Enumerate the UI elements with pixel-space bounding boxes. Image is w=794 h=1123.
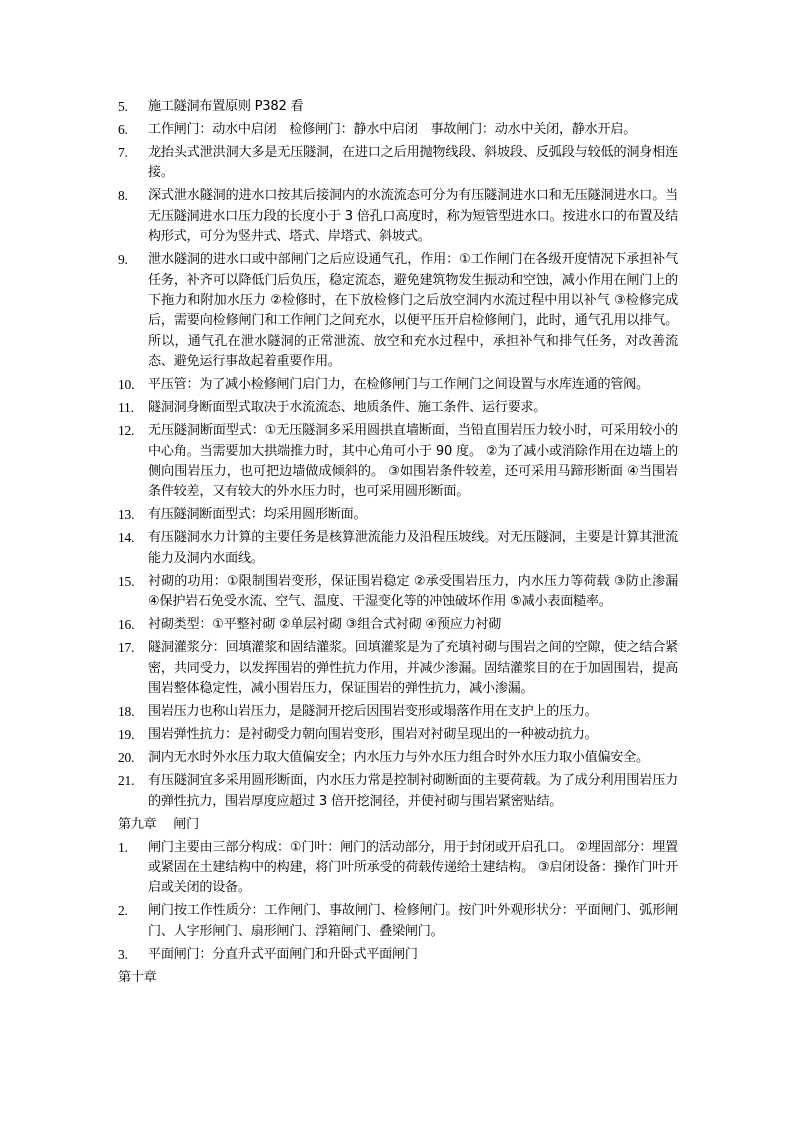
item-text: 隧洞灌浆分：回填灌浆和固结灌浆。回填灌浆是为了充填衬砌与围岩之间的空隙，使之结合紧密，共同受力，以发挥围岩的弹性抗力作用，并减少渗漏。固结灌浆目的在于加固围岩，提高围岩整体稳定性，减小围岩压力，保证围岩的弹性抗力，减小渗漏。 <box>148 640 678 697</box>
item-text: 无压隧洞断面型式：①无压隧洞多采用圆拱直墙断面，当铅直围岩压力较小时，可采用较小的中心角。当需要加大拱端推力时，其中心角可小于 90 度。 ②为了减小或消除作用在边墙上的侧向围岩压力，也可把边墙做成倾斜的。 ③如围岩条件较差，还可采用马蹄形断面 ④当围岩条件较差，又有较大的外水压力时，也可采用圆形断面。 <box>148 423 678 500</box>
item-number: 5. <box>118 99 128 114</box>
item-text: 围岩压力也称山岩压力，是隧洞开挖后因围岩变形或塌落作用在支护上的压力。 <box>148 704 598 720</box>
item-text: 平压管：为了减小检修闸门启门力，在检修闸门与工作闸门之间设置与水库连通的管阀。 <box>148 377 649 393</box>
list-item <box>118 945 678 965</box>
list-item <box>118 838 678 899</box>
item-number: 20. <box>118 750 135 766</box>
item-text: 围岩弹性抗力：是衬砌受力朝向围岩变形，围岩对衬砌呈现出的一种被动抗力。 <box>148 727 598 743</box>
list-item <box>118 572 678 613</box>
list-item <box>118 505 678 525</box>
item-number: 1. <box>118 839 128 855</box>
item-text: 泄水隧洞的进水口或中部闸门之后应设通气孔，作用：①工作闸门在各级开度情况下承担补气任务，补齐可以降低门后负压，稳定流态，避免建筑物发生振动和空蚀，减小作用在闸门上的下拖力和附加水压力 ②检修时，在下放检修门之后放空洞内水流过程中用以补气 ③检修完成后，需要向检修闸门和工作闸门之间充水，以便平压开启检修闸门，此时，通气孔用以排气。所以，通气孔在泄水隧洞的正常泄流、放空和充水过程中，承担补气和排气任务，对改善流态、避免运行事故起着重要作用。 <box>148 252 678 370</box>
item-text: 有压隧洞断面型式：均采用圆形断面。 <box>148 507 367 523</box>
item-number: 7. <box>118 145 128 160</box>
list-item <box>118 97 678 117</box>
item-number: 6. <box>118 122 128 137</box>
list-item <box>118 771 678 812</box>
item-text: 闸门按工作性质分：工作闸门、事故闸门、检修闸门。按门叶外观形状分：平面闸门、弧形闸门、人字形闸门、扇形闸门、浮箱闸门、叠梁闸门。 <box>148 903 678 939</box>
list-item <box>118 638 678 699</box>
item-number: 19. <box>118 727 135 743</box>
numbered-list-gates <box>118 838 678 966</box>
list-item <box>118 250 678 372</box>
list-item <box>118 725 678 745</box>
item-number: 3. <box>118 946 128 962</box>
item-number: 2. <box>118 903 128 919</box>
item-number: 21. <box>118 773 135 789</box>
document-body <box>118 97 678 991</box>
item-text: 工作闸门：动水中启闭 检修闸门：静水中启闭 事故闸门：动水中关闭，静水开启。 <box>148 122 637 137</box>
item-text: 闸门主要由三部分构成：①门叶：闸门的活动部分，用于封闭或开启孔口。 ②埋固部分：埋置或紧固在土建结构中的构建，将门叶所承受的荷载传递给土建结构。 ③启闭设备：操作门叶开启或关闭的设备。 <box>148 839 678 896</box>
item-text: 施工隧洞布置原则 P382 看 <box>148 99 304 114</box>
item-number: 9. <box>118 252 128 268</box>
list-item <box>118 398 678 418</box>
item-text: 洞内无水时外水压力取大值偏安全；内水压力与外水压力组合时外水压力取小值偏安全。 <box>148 750 649 766</box>
list-item <box>118 186 678 247</box>
list-item <box>118 375 678 395</box>
item-text: 有压隧洞宜多采用圆形断面，内水压力常是控制衬砌断面的主要荷载。为了成分利用围岩压力的弹性抗力，围岩厚度应超过 3 倍开挖洞径，并使衬砌与围岩紧密贴结。 <box>148 773 678 809</box>
list-item <box>118 120 678 140</box>
list-item <box>118 702 678 722</box>
item-text: 隧洞洞身断面型式取决于水流流态、地质条件、施工条件、运行要求。 <box>148 400 547 416</box>
item-number: 18. <box>118 704 135 720</box>
item-text: 衬砌类型：①平整衬砌 ②单层衬砌 ③组合式衬砌 ④预应力衬砌 <box>148 617 502 633</box>
item-text: 有压隧洞水力计算的主要任务是核算泄流能力及沿程压坡线。对无压隧洞，主要是计算其泄流能力及洞内水面线。 <box>148 530 678 566</box>
item-number: 14. <box>118 530 135 546</box>
list-item <box>118 615 678 635</box>
numbered-list-tunnels <box>118 97 678 812</box>
item-text: 龙抬头式泄洪洞大多是无压隧洞，在进口之后用抛物线段、斜坡段、反弧段与较低的洞身相连接。 <box>148 145 678 181</box>
list-item <box>118 143 678 184</box>
item-number: 17. <box>118 640 135 656</box>
item-text: 衬砌的功用：①限制围岩变形，保证围岩稳定 ②承受围岩压力，内水压力等荷载 ③防止渗漏 ④保护岩石免受水流、空气、温度、干湿变化等的冲蚀破坏作用 ⑤减小表面糙率。 <box>148 573 678 610</box>
item-number: 8. <box>118 188 128 204</box>
item-number: 11. <box>118 400 134 416</box>
item-number: 16. <box>118 617 135 633</box>
list-item <box>118 528 678 569</box>
chapter-9-heading: 第九章 闸门 <box>118 816 199 832</box>
item-number: 10. <box>118 377 135 393</box>
list-item <box>118 748 678 768</box>
item-number: 15. <box>118 573 135 589</box>
list-item <box>118 421 678 503</box>
chapter-10-heading: 第十章 <box>118 969 157 985</box>
item-number: 12. <box>118 423 135 439</box>
item-text: 平面闸门：分直升式平面闸门和升卧式平面闸门 <box>148 946 418 962</box>
item-number: 13. <box>118 507 135 523</box>
list-item <box>118 901 678 942</box>
item-text: 深式泄水隧洞的进水口按其后接洞内的水流流态可分为有压隧洞进水口和无压隧洞进水口。当无压隧洞进水口压力段的长度小于 3 倍孔口高度时，称为短管型进水口。按进水口的布置及结构形式，可分为竖井式、塔式、岸塔式、斜坡式。 <box>148 188 678 245</box>
